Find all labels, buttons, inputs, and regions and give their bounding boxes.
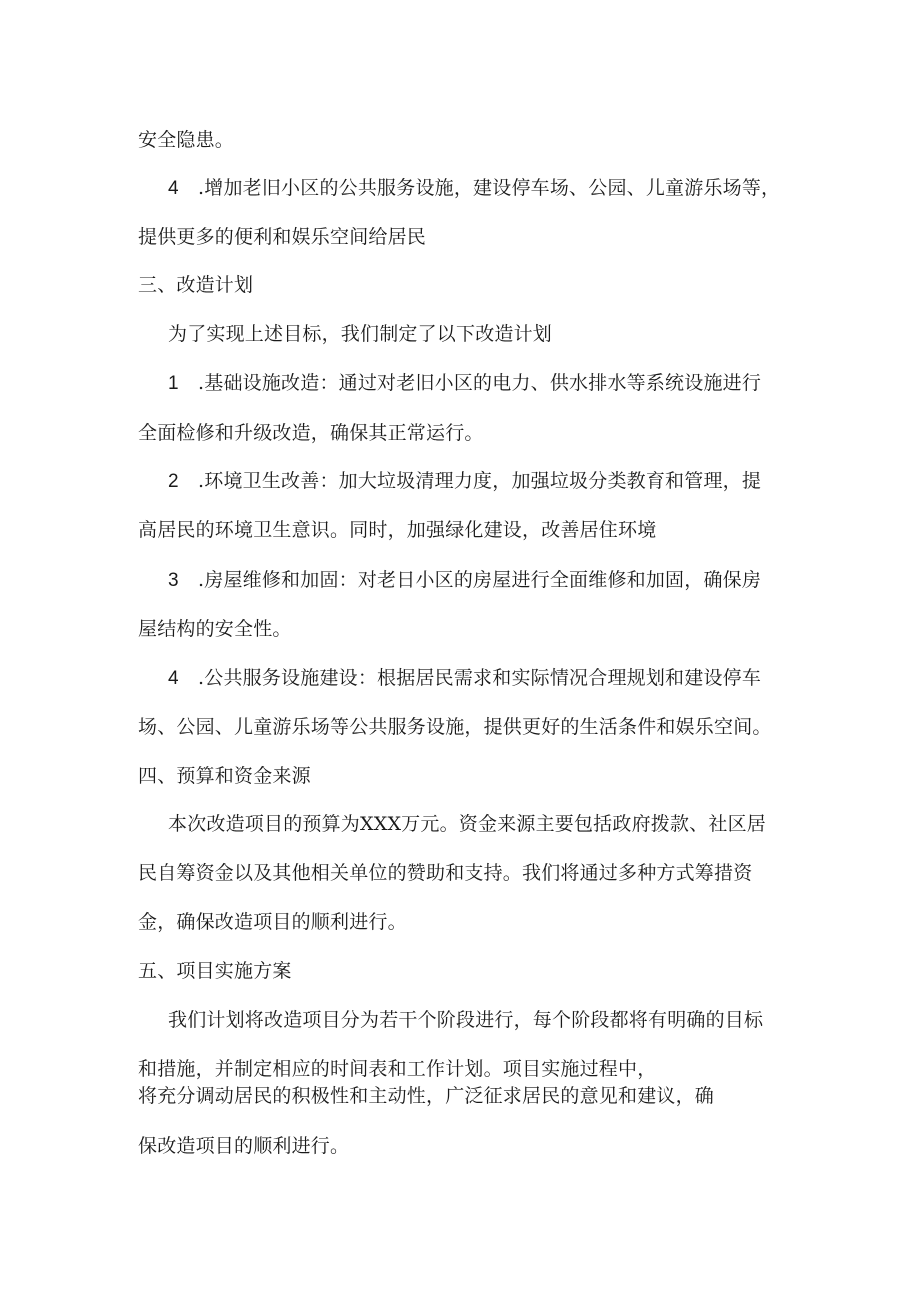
body-line: 民自筹资金以及其他相关单位的赞助和支持。我们将通过多种方式筹措资 [138, 862, 753, 884]
body-line: 和措施，并制定相应的时间表和工作计划。项目实施过程中， [138, 1058, 657, 1080]
body-line: 全面检修和升级改造，确保其正常运行。 [138, 422, 484, 444]
list-text: .增加老旧小区的公共服务设施，建设停车场、公园、儿童游乐场等， [198, 177, 781, 199]
body-line: 提供更多的便利和娱乐空间给居民 [138, 226, 427, 248]
body-line: 屋结构的安全性。 [138, 618, 292, 640]
body-line: 安全隐患。 [138, 129, 235, 151]
list-item-1-line-1 [168, 371, 761, 396]
body-line: 将充分调动居民的积极性和主动性，广泛征求居民的意见和建议，确 [138, 1085, 715, 1107]
list-number: 3 [168, 570, 179, 591]
paragraph-line: 我们计划将改造项目分为若干个阶段进行，每个阶段都将有明确的目标 [168, 1009, 764, 1031]
paragraph-line: 为了实现上述目标，我们制定了以下改造计划 [168, 323, 553, 345]
paragraph-line: 本次改造项目的预算为XXX万元。资金来源主要包括政府拨款、社区居 [168, 813, 766, 835]
section-heading-4: 四、预算和资金来源 [138, 765, 311, 787]
list-number: 4 [168, 668, 179, 689]
body-line: 金，确保改造项目的顺利进行。 [138, 911, 407, 933]
section-heading-5: 五、项目实施方案 [138, 960, 292, 982]
list-text: .环境卫生改善：加大垃圾清理力度，加强垃圾分类教育和管理，提 [198, 470, 762, 492]
list-number: 4 [168, 178, 179, 199]
section-heading-3: 三、改造计划 [138, 274, 254, 296]
list-item-2-line-1 [168, 469, 761, 494]
list-text: .房屋维修和加固：对老日小区的房屋进行全面维修和加固，确保房 [198, 569, 762, 591]
list-item-4-line-1 [168, 176, 780, 201]
list-item-3-line-1 [168, 568, 761, 593]
body-line: 保改造项目的顺利进行。 [138, 1135, 350, 1157]
body-line: 场、公园、儿童游乐场等公共服务设施，提供更好的生活条件和娱乐空间。 [138, 716, 772, 738]
list-item-4b-line-1 [168, 666, 761, 691]
list-number: 2 [168, 471, 179, 492]
list-text: .公共服务设施建设：根据居民需求和实际情况合理规划和建设停车 [198, 667, 762, 689]
list-text: .基础设施改造：通过对老旧小区的电力、供水排水等系统设施进行 [198, 372, 762, 394]
body-line: 高居民的环境卫生意识。同时，加强绿化建设，改善居住环境 [138, 519, 657, 541]
list-number: 1 [168, 373, 179, 394]
